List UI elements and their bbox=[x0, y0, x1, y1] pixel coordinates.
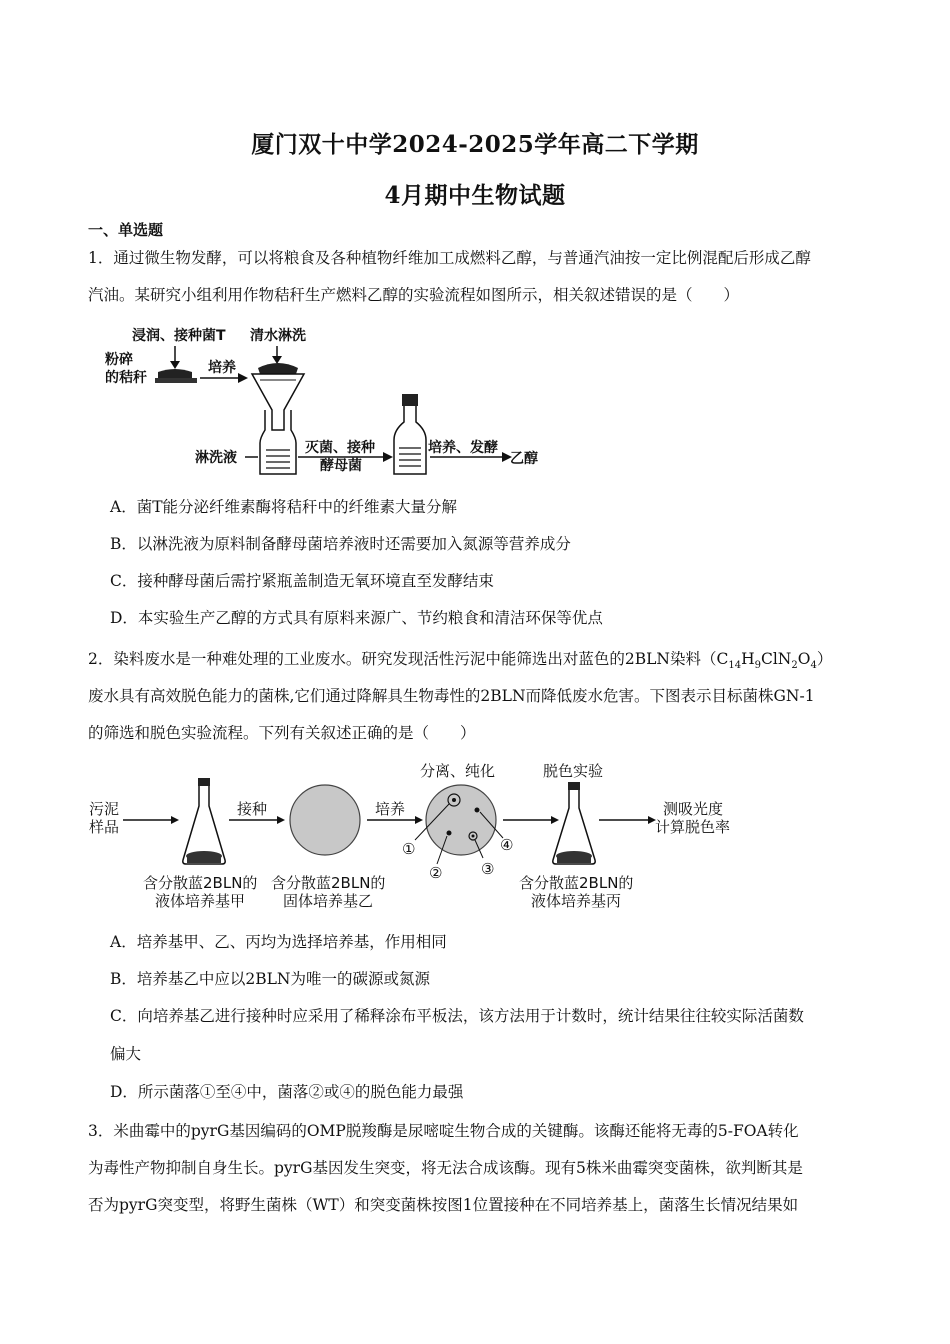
q1-fig-label-sterilize-2: 酵母菌 bbox=[320, 458, 362, 474]
q1-option-d: D．本实验生产乙醇的方式具有原料来源广、节约粮食和清洁环保等优点 bbox=[110, 609, 603, 627]
q2-formula-cln: ClN bbox=[760, 650, 792, 668]
q1-figure bbox=[100, 318, 550, 478]
q1-fig-label-rinse: 清水淋洗 bbox=[250, 328, 306, 344]
q3-stem-line2: 为毒性产物抑制自身生长。pyrG基因发生突变，将无法合成该酶。现有5株米曲霉突变菌株，欲判断其是 bbox=[88, 1159, 803, 1177]
q2-option-c-cont: 偏大 bbox=[110, 1045, 142, 1063]
q2-formula-sub-2: 2 bbox=[791, 660, 798, 672]
exam-title-line2: 4月期中生物试题 bbox=[384, 182, 566, 209]
q2-fig-label-culture: 培养 bbox=[375, 800, 406, 818]
q1-fig-label-crushed-1: 粉碎 bbox=[105, 352, 133, 368]
q2-fig-label-measure-1: 测吸光度 bbox=[663, 800, 724, 818]
q2-formula-sub-4: 4 bbox=[810, 660, 817, 672]
q2-option-c: C．向培养基乙进行接种时应采用了稀释涂布平板法，该方法用于计数时，统计结果往往较实际活菌数 bbox=[110, 1007, 804, 1025]
q2-fig-colony-3: ③ bbox=[481, 860, 495, 878]
q2-fig-colony-4: ④ bbox=[500, 836, 514, 854]
q2-formula-sub-14: 14 bbox=[728, 660, 742, 672]
q2-option-a: A．培养基甲、乙、丙均为选择培养基，作用相同 bbox=[110, 933, 447, 951]
q2-stem-line3: 的筛选和脱色实验流程。下列有关叙述正确的是（ ） bbox=[88, 724, 476, 742]
section-heading: 一、单选题 bbox=[88, 221, 164, 239]
q1-fig-label-eluate: 淋洗液 bbox=[195, 450, 237, 466]
q2-fig-colony-2: ② bbox=[429, 864, 443, 882]
q1-fig-label-crushed-2: 的秸秆 bbox=[105, 370, 147, 386]
q2-fig-label-sludge-2: 样品 bbox=[89, 818, 120, 836]
q2-fig-label-jia-1: 含分散蓝2BLN的 bbox=[143, 874, 258, 892]
q1-fig-label-sterilize-1: 灭菌、接种 bbox=[305, 440, 375, 456]
q2-fig-label-jia-2: 液体培养基甲 bbox=[155, 892, 246, 910]
q2-fig-label-bing-2: 液体培养基丙 bbox=[531, 892, 622, 910]
q3-stem-line1: 3．米曲霉中的pyrG基因编码的OMP脱羧酶是尿嘧啶生物合成的关键酶。该酶还能将无毒的5-FOA转化 bbox=[88, 1122, 799, 1140]
q2-formula-sub-9: 9 bbox=[754, 660, 761, 672]
q2-fig-label-bing-1: 含分散蓝2BLN的 bbox=[519, 874, 634, 892]
q2-stem-line2: 废水具有高效脱色能力的菌株,它们通过降解具生物毒性的2BLN而降低废水危害。下图表示目标菌株GN-1 bbox=[88, 687, 815, 705]
q2-option-b: B．培养基乙中应以2BLN为唯一的碳源或氮源 bbox=[110, 970, 430, 988]
q1-fig-label-ethanol: 乙醇 bbox=[510, 451, 538, 467]
exam-title-line1: 厦门双十中学2024-2025学年高二下学期 bbox=[251, 131, 699, 158]
q2-option-d: D．所示菌落①至④中，菌落②或④的脱色能力最强 bbox=[110, 1083, 464, 1101]
q1-option-c: C．接种酵母菌后需拧紧瓶盖制造无氧环境直至发酵结束 bbox=[110, 572, 494, 590]
q1-option-a: A．菌T能分泌纤维素酶将秸秆中的纤维素大量分解 bbox=[110, 498, 458, 516]
q2-formula-h: H bbox=[741, 650, 755, 668]
q2-fig-label-yi-1: 含分散蓝2BLN的 bbox=[271, 874, 386, 892]
q2-fig-label-isolate: 分离、纯化 bbox=[420, 762, 496, 780]
q2-formula-close: ） bbox=[816, 650, 833, 668]
q2-stem-line1-text: 2．染料废水是一种难处理的工业废水。研究发现活性污泥中能筛选出对蓝色的2BLN染料（C bbox=[88, 650, 729, 668]
q2-fig-label-inoculate: 接种 bbox=[237, 800, 268, 818]
q1-fig-label-culture: 培养 bbox=[208, 360, 236, 376]
q1-fig-label-soak: 浸润、接种菌T bbox=[132, 328, 226, 344]
q2-fig-colony-1: ① bbox=[402, 840, 416, 858]
q3-stem-line3: 否为pyrG突变型，将野生菌株（WT）和突变菌株按图1位置接种在不同培养基上，菌落生长情况结果如 bbox=[88, 1196, 799, 1214]
q2-fig-label-sludge-1: 污泥 bbox=[89, 800, 120, 818]
q1-stem-line2: 汽油。某研究小组利用作物秸秆生产燃料乙醇的实验流程如图所示，相关叙述错误的是（ ） bbox=[88, 286, 740, 304]
q2-figure bbox=[85, 758, 765, 918]
q2-fig-label-decolor: 脱色实验 bbox=[543, 762, 604, 780]
q2-fig-label-yi-2: 固体培养基乙 bbox=[283, 892, 374, 910]
q2-fig-label-measure-2: 计算脱色率 bbox=[655, 818, 731, 836]
q1-stem-line1: 1．通过微生物发酵，可以将粮食及各种植物纤维加工成燃料乙醇，与普通汽油按一定比例混配后形成乙醇 bbox=[88, 249, 811, 267]
q1-option-b: B．以淋洗液为原料制备酵母菌培养液时还需要加入氮源等营养成分 bbox=[110, 535, 571, 553]
q1-fig-label-ferment: 培养、发酵 bbox=[428, 440, 498, 456]
q2-formula-o: O bbox=[797, 650, 811, 668]
